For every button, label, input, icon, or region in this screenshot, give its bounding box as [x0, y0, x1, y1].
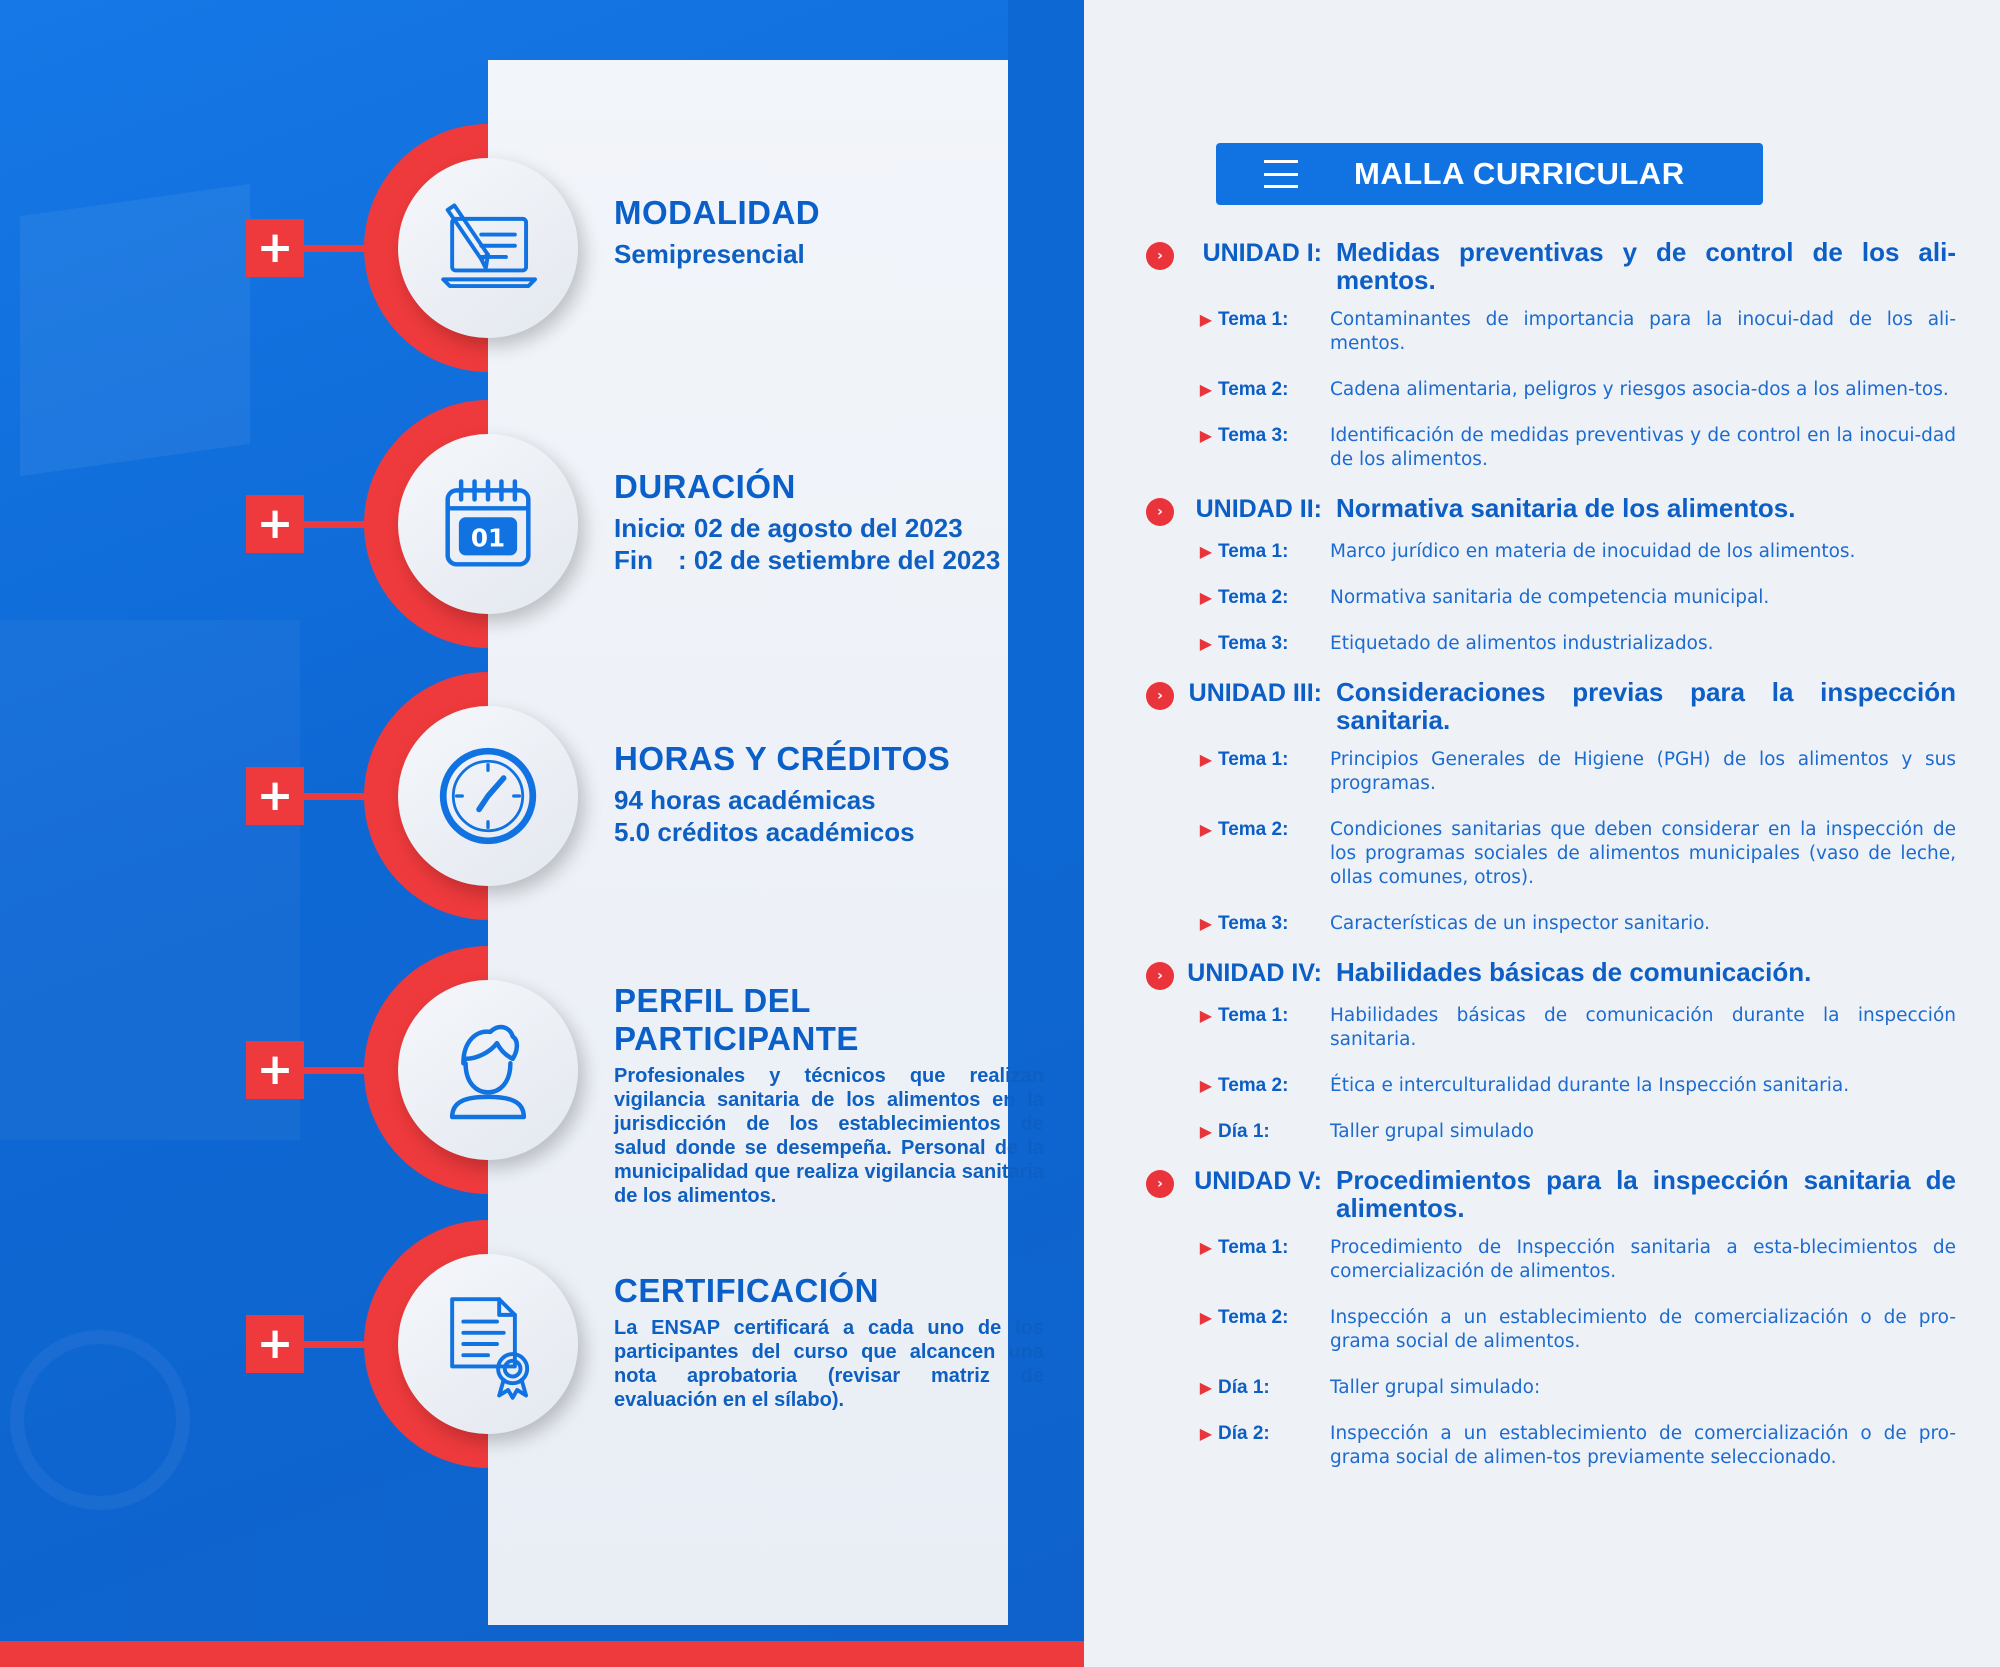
- topic-label: Tema 3:: [1218, 633, 1289, 654]
- topic-text: Taller grupal simulado: [1330, 1121, 1534, 1142]
- topic-label: Tema 1:: [1218, 309, 1289, 330]
- topic-item: [1146, 1306, 1956, 1354]
- plus-button[interactable]: +: [246, 767, 304, 825]
- topic-label: Tema 3:: [1218, 913, 1289, 934]
- malla-title: MALLA CURRICULAR: [1354, 156, 1685, 191]
- unit-header: [1146, 1166, 1956, 1222]
- topic-text: Condiciones sanitarias que deben considerar en la inspección de los programas sociales de alimentos municipales (vaso de leche, ollas comunes, otros).: [1330, 819, 1956, 888]
- duracion-end: [614, 544, 1044, 576]
- topic-text: Identificación de medidas preventivas y de control en la inocui-dad de los alimentos.: [1330, 425, 1956, 470]
- unit-title: Medidas preventivas y de control de los ali-mentos.: [1336, 237, 1956, 295]
- topic-text: Marco jurídico en materia de inocuidad de los alimentos.: [1330, 541, 1856, 562]
- calendar-icon: [398, 434, 578, 614]
- curriculum-unit: [1146, 238, 1956, 472]
- modalidad-title: MODALIDAD: [614, 194, 821, 231]
- clock-icon: [398, 706, 578, 886]
- duracion-info: [614, 468, 1044, 576]
- curriculum-unit: [1146, 958, 1956, 1144]
- unit-header: [1146, 958, 1956, 990]
- connector-line: [304, 1067, 372, 1074]
- topic-item: [1146, 540, 1956, 564]
- topic-label: Tema 2:: [1218, 379, 1289, 400]
- perfil-info: [614, 982, 1044, 1208]
- topic-item: [1146, 424, 1956, 472]
- topic-text: Contaminantes de importancia para la inocui-dad de los ali-mentos.: [1330, 309, 1956, 354]
- info-item-certificacion: [0, 1208, 1084, 1468]
- topic-text: Principios Generales de Higiene (PGH) de los alimentos y sus programas.: [1330, 749, 1956, 794]
- topic-label: Tema 1:: [1218, 1237, 1289, 1258]
- online-course-icon: [398, 158, 578, 338]
- topic-label: Día 1:: [1218, 1377, 1270, 1398]
- topic-text: Inspección a un establecimiento de comercialización o de pro-grama social de alimentos.: [1330, 1307, 1956, 1352]
- bottom-red-bar: [0, 1641, 1084, 1667]
- unit-header: [1146, 678, 1956, 734]
- duracion-title: DURACIÓN: [614, 468, 796, 505]
- triangle-right-icon: ▶: [1199, 914, 1212, 933]
- topic-label: Tema 1:: [1218, 541, 1289, 562]
- topic-item: [1146, 1236, 1956, 1284]
- info-item-perfil: [0, 934, 1084, 1207]
- unit-label: UNIDAD II:: [1195, 495, 1322, 523]
- unit-header: [1146, 494, 1956, 526]
- topic-item: [1146, 748, 1956, 796]
- topic-text: Taller grupal simulado:: [1330, 1377, 1541, 1398]
- chevron-right-icon: ›: [1146, 1170, 1174, 1198]
- topic-text: Características de un inspector sanitario.: [1330, 913, 1711, 934]
- topic-label: Tema 2:: [1218, 819, 1289, 840]
- certificacion-text: La ENSAP certificará a cada uno de los participantes del curso que alcancen una nota aprobatoria (revisar matriz de evaluación en el sílabo).: [614, 1317, 1044, 1411]
- topic-label: Tema 2:: [1218, 1307, 1289, 1328]
- menu-icon: [1264, 160, 1298, 188]
- connector-line: [304, 1341, 372, 1348]
- topic-label: Tema 2:: [1218, 587, 1289, 608]
- topic-item: [1146, 378, 1956, 402]
- topic-text: Etiquetado de alimentos industrializados.: [1330, 633, 1714, 654]
- topic-item: [1146, 586, 1956, 610]
- topic-item: [1146, 1004, 1956, 1052]
- horas-hours: 94 horas académicas: [614, 785, 876, 815]
- unit-label: UNIDAD I:: [1202, 239, 1322, 267]
- triangle-right-icon: ▶: [1199, 588, 1212, 607]
- triangle-right-icon: ▶: [1199, 1076, 1212, 1095]
- duracion-start: [614, 512, 1044, 544]
- unit-title: Habilidades básicas de comunicación.: [1336, 957, 1812, 987]
- curriculum-list: [1146, 238, 1956, 1492]
- triangle-right-icon: ▶: [1199, 1122, 1212, 1141]
- info-item-horas: [0, 660, 1084, 920]
- topic-text: Ética e interculturalidad durante la Inspección sanitaria.: [1330, 1075, 1850, 1096]
- triangle-right-icon: ▶: [1199, 1006, 1212, 1025]
- duracion-start-value: : 02 de agosto del 2023: [678, 513, 963, 543]
- topic-text: Procedimiento de Inspección sanitaria a esta-blecimientos de comercialización de alimentos.: [1330, 1237, 1956, 1282]
- topic-label: Tema 1:: [1218, 749, 1289, 770]
- chevron-right-icon: ›: [1146, 682, 1174, 710]
- triangle-right-icon: ▶: [1199, 820, 1212, 839]
- perfil-title: PERFIL DEL PARTICIPANTE: [614, 982, 859, 1057]
- duracion-end-label: Fin: [614, 545, 653, 575]
- certificacion-title: CERTIFICACIÓN: [614, 1272, 879, 1309]
- malla-header: [1216, 143, 1763, 205]
- topic-item: [1146, 1074, 1956, 1098]
- triangle-right-icon: ▶: [1199, 1378, 1212, 1397]
- triangle-right-icon: ▶: [1199, 634, 1212, 653]
- unit-label: UNIDAD III:: [1188, 679, 1322, 707]
- triangle-right-icon: ▶: [1199, 750, 1212, 769]
- unit-title: Normativa sanitaria de los alimentos.: [1336, 493, 1796, 523]
- connector-line: [304, 793, 372, 800]
- topic-text: Habilidades básicas de comunicación durante la inspección sanitaria.: [1330, 1005, 1956, 1050]
- topic-item: [1146, 912, 1956, 936]
- topic-text: Cadena alimentaria, peligros y riesgos asocia-dos a los alimen-tos.: [1330, 379, 1949, 400]
- calendar-day: 01: [470, 523, 506, 553]
- horas-title: HORAS Y CRÉDITOS: [614, 740, 951, 777]
- unit-label: UNIDAD V:: [1194, 1167, 1322, 1195]
- certificate-icon: [398, 1254, 578, 1434]
- triangle-right-icon: ▶: [1199, 310, 1212, 329]
- duracion-end-value: : 02 de setiembre del 2023: [678, 545, 1001, 575]
- triangle-right-icon: ▶: [1199, 1238, 1212, 1257]
- curriculum-unit: [1146, 1166, 1956, 1470]
- plus-button[interactable]: +: [246, 1041, 304, 1099]
- topic-item: [1146, 1120, 1956, 1144]
- chevron-right-icon: ›: [1146, 498, 1174, 526]
- topic-text: Inspección a un establecimiento de comercialización o de pro-grama social de alimen-tos previamente seleccionado.: [1330, 1423, 1956, 1468]
- chevron-right-icon: ›: [1146, 962, 1174, 990]
- unit-header: [1146, 238, 1956, 294]
- topic-item: [1146, 632, 1956, 656]
- modalidad-value: Semipresencial: [614, 239, 805, 269]
- topic-label: Tema 1:: [1218, 1005, 1289, 1026]
- topic-item: [1146, 1422, 1956, 1470]
- horas-info: [614, 740, 1044, 848]
- info-item-duracion: [0, 388, 1084, 648]
- duracion-start-label: Inicio: [614, 513, 682, 543]
- perfil-text: Profesionales y técnicos que realizan vigilancia sanitaria de los alimentos en la jurisdicción de los establecimientos de salud donde se desempeña. Personal de la municipalidad que realiza vigilancia sanitaria de los alimentos.: [614, 1065, 1044, 1207]
- unit-title: Procedimientos para la inspección sanitaria de alimentos.: [1336, 1165, 1956, 1223]
- topic-label: Día 2:: [1218, 1423, 1270, 1444]
- plus-button[interactable]: +: [246, 495, 304, 553]
- topic-label: Tema 3:: [1218, 425, 1289, 446]
- topic-label: Día 1:: [1218, 1121, 1270, 1142]
- triangle-right-icon: ▶: [1199, 380, 1212, 399]
- curriculum-unit: [1146, 494, 1956, 656]
- triangle-right-icon: ▶: [1199, 542, 1212, 561]
- person-icon: [398, 980, 578, 1160]
- horas-credits: 5.0 créditos académicos: [614, 817, 915, 847]
- topic-item: [1146, 1376, 1956, 1400]
- topic-item: [1146, 308, 1956, 356]
- topic-item: [1146, 818, 1956, 890]
- triangle-right-icon: ▶: [1199, 1424, 1212, 1443]
- modalidad-info: [614, 194, 1044, 270]
- unit-label: UNIDAD IV:: [1187, 959, 1322, 987]
- curriculum-unit: [1146, 678, 1956, 936]
- plus-button[interactable]: +: [246, 1315, 304, 1373]
- triangle-right-icon: ▶: [1199, 1308, 1212, 1327]
- topic-text: Normativa sanitaria de competencia municipal.: [1330, 587, 1770, 608]
- topic-label: Tema 2:: [1218, 1075, 1289, 1096]
- connector-line: [304, 521, 372, 528]
- unit-title: Consideraciones previas para la inspección sanitaria.: [1336, 677, 1956, 735]
- chevron-right-icon: ›: [1146, 242, 1174, 270]
- connector-line: [304, 245, 372, 252]
- plus-button[interactable]: +: [246, 219, 304, 277]
- info-item-modalidad: [0, 112, 1084, 372]
- certificacion-info: [614, 1272, 1044, 1412]
- triangle-right-icon: ▶: [1199, 426, 1212, 445]
